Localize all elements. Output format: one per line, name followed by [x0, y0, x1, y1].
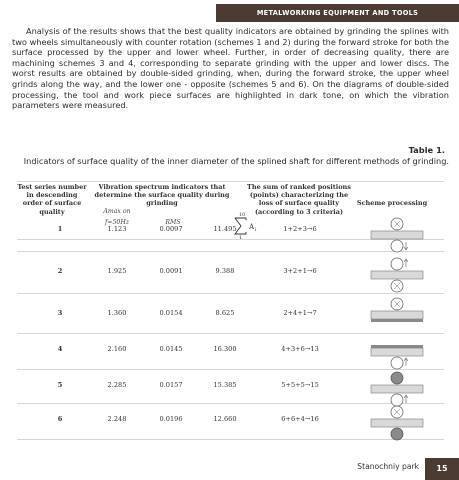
sum-variable: A: [249, 223, 255, 231]
sum-symbol: [231, 209, 271, 239]
sum-upper-limit: 10: [239, 212, 246, 218]
scheme-6-diagram: [367, 405, 427, 441]
header-vibration: Vibration spectrum indicators that determine the surface quality during grinding: [94, 183, 230, 208]
scheme-1-diagram: [367, 217, 427, 253]
row-2-rank: 3+2+1→6: [283, 267, 317, 275]
row-6-sum: 12.660: [213, 415, 237, 423]
table-top-rule: [17, 181, 444, 182]
row-3-number: 3: [57, 309, 63, 317]
row-3-rule: [17, 333, 444, 334]
row-4-rms: 0.0145: [159, 345, 183, 353]
row-4-number: 4: [57, 345, 63, 353]
scheme-5-diagram: [367, 371, 427, 407]
row-2-sum: 9.388: [215, 267, 235, 275]
row-1-rms: 0.0097: [159, 225, 183, 233]
row-3-sum: 8.625: [215, 309, 235, 317]
row-3-rms: 0.0154: [159, 309, 183, 317]
row-3-rank: 2+4+1→7: [283, 309, 317, 317]
row-1-rank: 1+2+3→6: [283, 225, 317, 233]
row-2-number: 2: [57, 267, 63, 275]
section-header: METALWORKING EQUIPMENT AND TOOLS: [216, 4, 459, 22]
header-test-series: Test series number in descending order of surface quality: [17, 183, 87, 216]
page-number: 15: [425, 458, 459, 480]
results-table: [17, 181, 444, 442]
body-paragraph: Analysis of the results shows that the best quality indicators are obtained by grinding the splines with two wheels simultaneously with counter rotation (schemes 1 and 2) during the forward stroke for both the surface processed by the upper and lower wheel. Further, in order of decreasing quality, there are machining schemes 3 and 4, corresponding to separate grinding with the upper and lower discs. The worst results are obtained by double-sided grinding, when, during the forward stroke, the upper wheel grinds along the way, and the lower one - opposite (schemes 5 and 6). On the diagrams of double-sided processing, the tool and work piece surfaces are highlighted in dark tone, on which the vibration parameters were measured.: [12, 26, 449, 111]
row-1-sum: 11.495: [213, 225, 237, 233]
row-5-rank: 5+5+5→15: [281, 381, 319, 389]
header-ranked-sum: The sum of ranked positions (points) characterizing the loss of surface quality (according to 3 criteria): [247, 183, 351, 216]
table-description: Indicators of surface quality of the inner diameter of the splined shaft for different methods of grinding.: [23, 156, 449, 166]
row-6-amax: 2.248: [107, 415, 127, 423]
sum-variable-index: i: [255, 228, 257, 233]
row-6-rms: 0.0196: [159, 415, 183, 423]
row-5-number: 5: [57, 381, 63, 389]
journal-name: Stanochniy park: [357, 462, 419, 471]
header-scheme: Scheme processing: [356, 199, 428, 207]
sum-lower-limit: 1: [239, 235, 243, 239]
row-6-number: 6: [57, 415, 63, 423]
row-2-rms: 0.0091: [159, 267, 183, 275]
row-4-rank: 4+3+6→13: [281, 345, 319, 353]
subheader-frequency: f=50Hz: [104, 219, 129, 226]
row-5-rms: 0.0157: [159, 381, 183, 389]
scheme-2-diagram: [367, 257, 427, 293]
subheader-rms: RMS: [165, 219, 181, 226]
scheme-4-diagram: [367, 335, 427, 371]
row-6-rank: 6+6+4→16: [281, 415, 319, 423]
row-5-amax: 2.285: [107, 381, 127, 389]
scheme-3-diagram: [367, 297, 427, 333]
table-caption: Table 1.: [408, 145, 445, 155]
row-4-sum: 16.300: [213, 345, 237, 353]
row-1-amax: 1.123: [107, 225, 127, 233]
subheader-amax: Amax on: [103, 208, 131, 215]
row-4-amax: 2.160: [107, 345, 127, 353]
row-1-number: 1: [57, 225, 63, 233]
row-2-amax: 1.925: [107, 267, 127, 275]
row-2-rule: [17, 293, 444, 294]
row-3-amax: 1.360: [107, 309, 127, 317]
row-5-sum: 15.385: [213, 381, 237, 389]
